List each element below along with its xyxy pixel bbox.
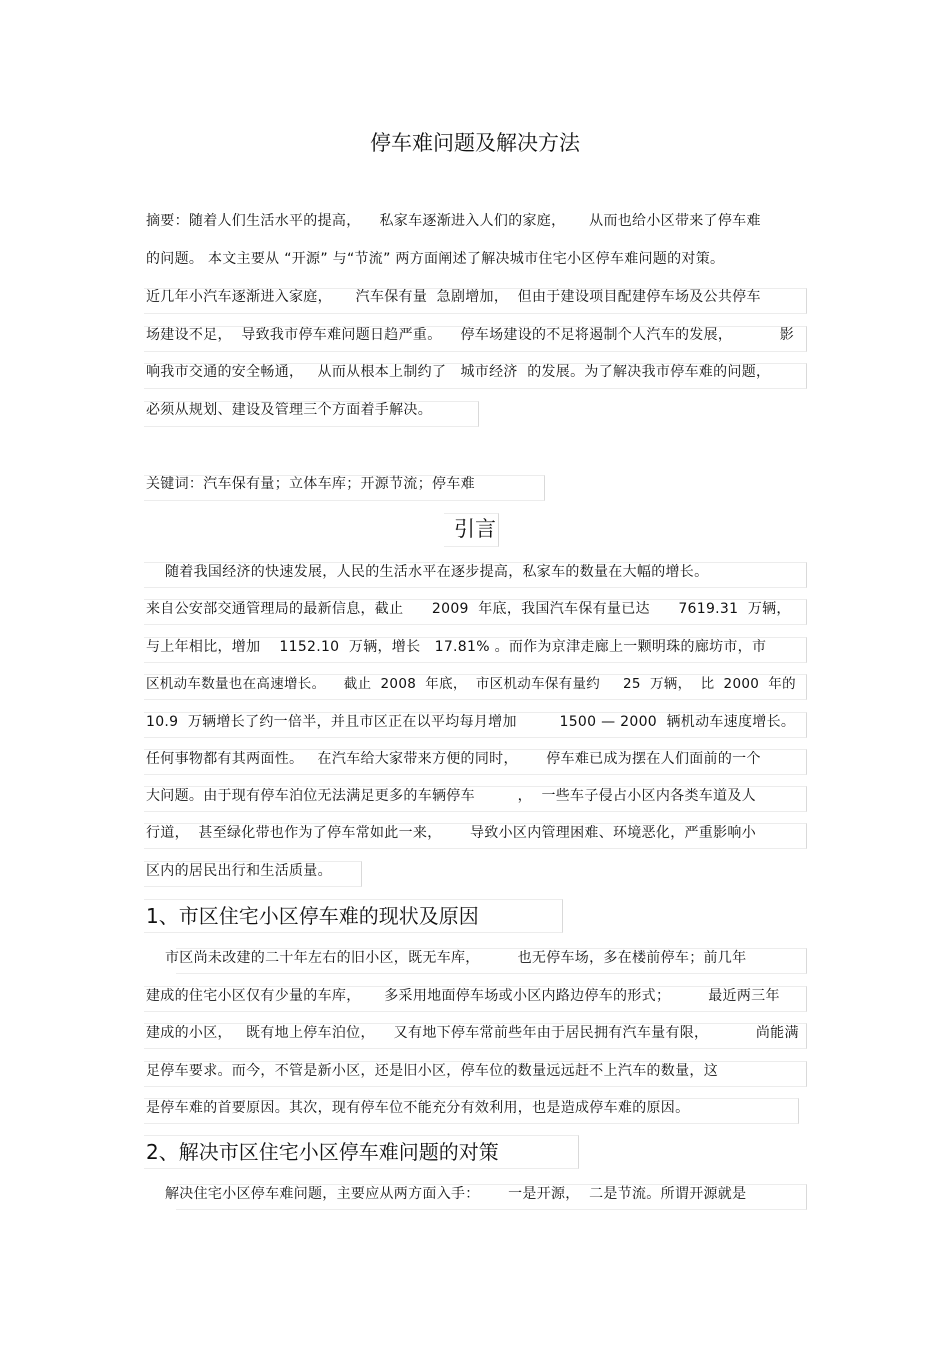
section-2-line: 解决住宅小区停车难问题，主要应从两方面入手： 一是开源， 二是节流。所谓开源就是 (146, 1186, 747, 1202)
document-title: 停车难问题及解决方法 (370, 131, 580, 155)
section-2-heading: 2、解决市区住宅小区停车难问题的对策 (146, 1140, 499, 1164)
abstract-line: 响我市交通的安全畅通， 从而从根本上制约了 城市经济 的发展。为了解决我市停车难的问题， (146, 364, 771, 380)
intro-line: 行道， 甚至绿化带也作为了停车常如此一来， 导致小区内管理困难、环境恶化，严重影响小 (146, 825, 756, 841)
section-1-line: 是停车难的首要原因。其次，现有停车位不能充分有效利用，也是造成停车难的原因。 (146, 1100, 690, 1116)
abstract-line: 的问题。 本文主要从 “开源” 与“节流” 两方面阐述了解决城市住宅小区停车难问题的对策。 (146, 251, 725, 267)
section-1-line: 建成的住宅小区仅有少量的车库， 多采用地面停车场或小区内路边停车的形式； 最近两三年 (146, 988, 780, 1004)
intro-line: 来自公安部交通管理局的最新信息，截止 2009 年底，我国汽车保有量已达 7619.31 万辆， (146, 601, 791, 617)
intro-line: 大问题。由于现有停车泊位无法满足更多的车辆停车 ， 一些车子侵占小区内各类车道及人 (146, 788, 756, 804)
intro-line: 随着我国经济的快速发展，人民的生活水平在逐步提高，私家车的数量在大幅的增长。 (146, 564, 709, 580)
abstract-line: 摘要：随着人们生活水平的提高， 私家车逐渐进入人们的家庭， 从而也给小区带来了停车难 (146, 213, 761, 229)
abstract-line: 必须从规划、建设及管理三个方面着手解决。 (146, 402, 432, 418)
section-1-line: 足停车要求。而今，不管是新小区，还是旧小区，停车位的数量远远赶不上汽车的数量，这 (146, 1063, 718, 1079)
intro-line: 与上年相比，增加 1152.10 万辆，增长 17.81% 。而作为京津走廊上一颗明珠的廊坊市，市 (146, 639, 767, 655)
abstract-line: 近几年小汽车逐渐进入家庭， 汽车保有量 急剧增加， 但由于建设项目配建停车场及公共停车 (146, 289, 761, 305)
intro-heading: 引言 (454, 517, 496, 541)
intro-line: 区机动车数量也在高速增长。 截止 2008 年底， 市区机动车保有量约 25 万辆， 比 2000 年的 (146, 676, 796, 692)
section-1-line: 市区尚未改建的二十年左右的旧小区，既无车库， 也无停车场，多在楼前停车；前几年 (146, 950, 747, 966)
keywords-line: 关键词：汽车保有量；立体车库；开源节流；停车难 (146, 476, 475, 492)
intro-line: 任何事物都有其两面性。 在汽车给大家带来方便的同时， 停车难已成为摆在人们面前的一个 (146, 751, 761, 767)
abstract-line: 场建设不足， 导致我市停车难问题日趋严重。 停车场建设的不足将遏制个人汽车的发展， 影 (146, 327, 794, 343)
intro-line: 区内的居民出行和生活质量。 (146, 863, 332, 879)
section-1-heading: 1、市区住宅小区停车难的现状及原因 (146, 904, 479, 928)
section-1-line: 建成的小区， 既有地上停车泊位， 又有地下停车常前些年由于居民拥有汽车量有限， 尚能满 (146, 1025, 799, 1041)
intro-line: 10.9 万辆增长了约一倍半，并且市区正在以平均每月增加 1500 — 2000 辆机动车速度增长。 (146, 714, 796, 730)
